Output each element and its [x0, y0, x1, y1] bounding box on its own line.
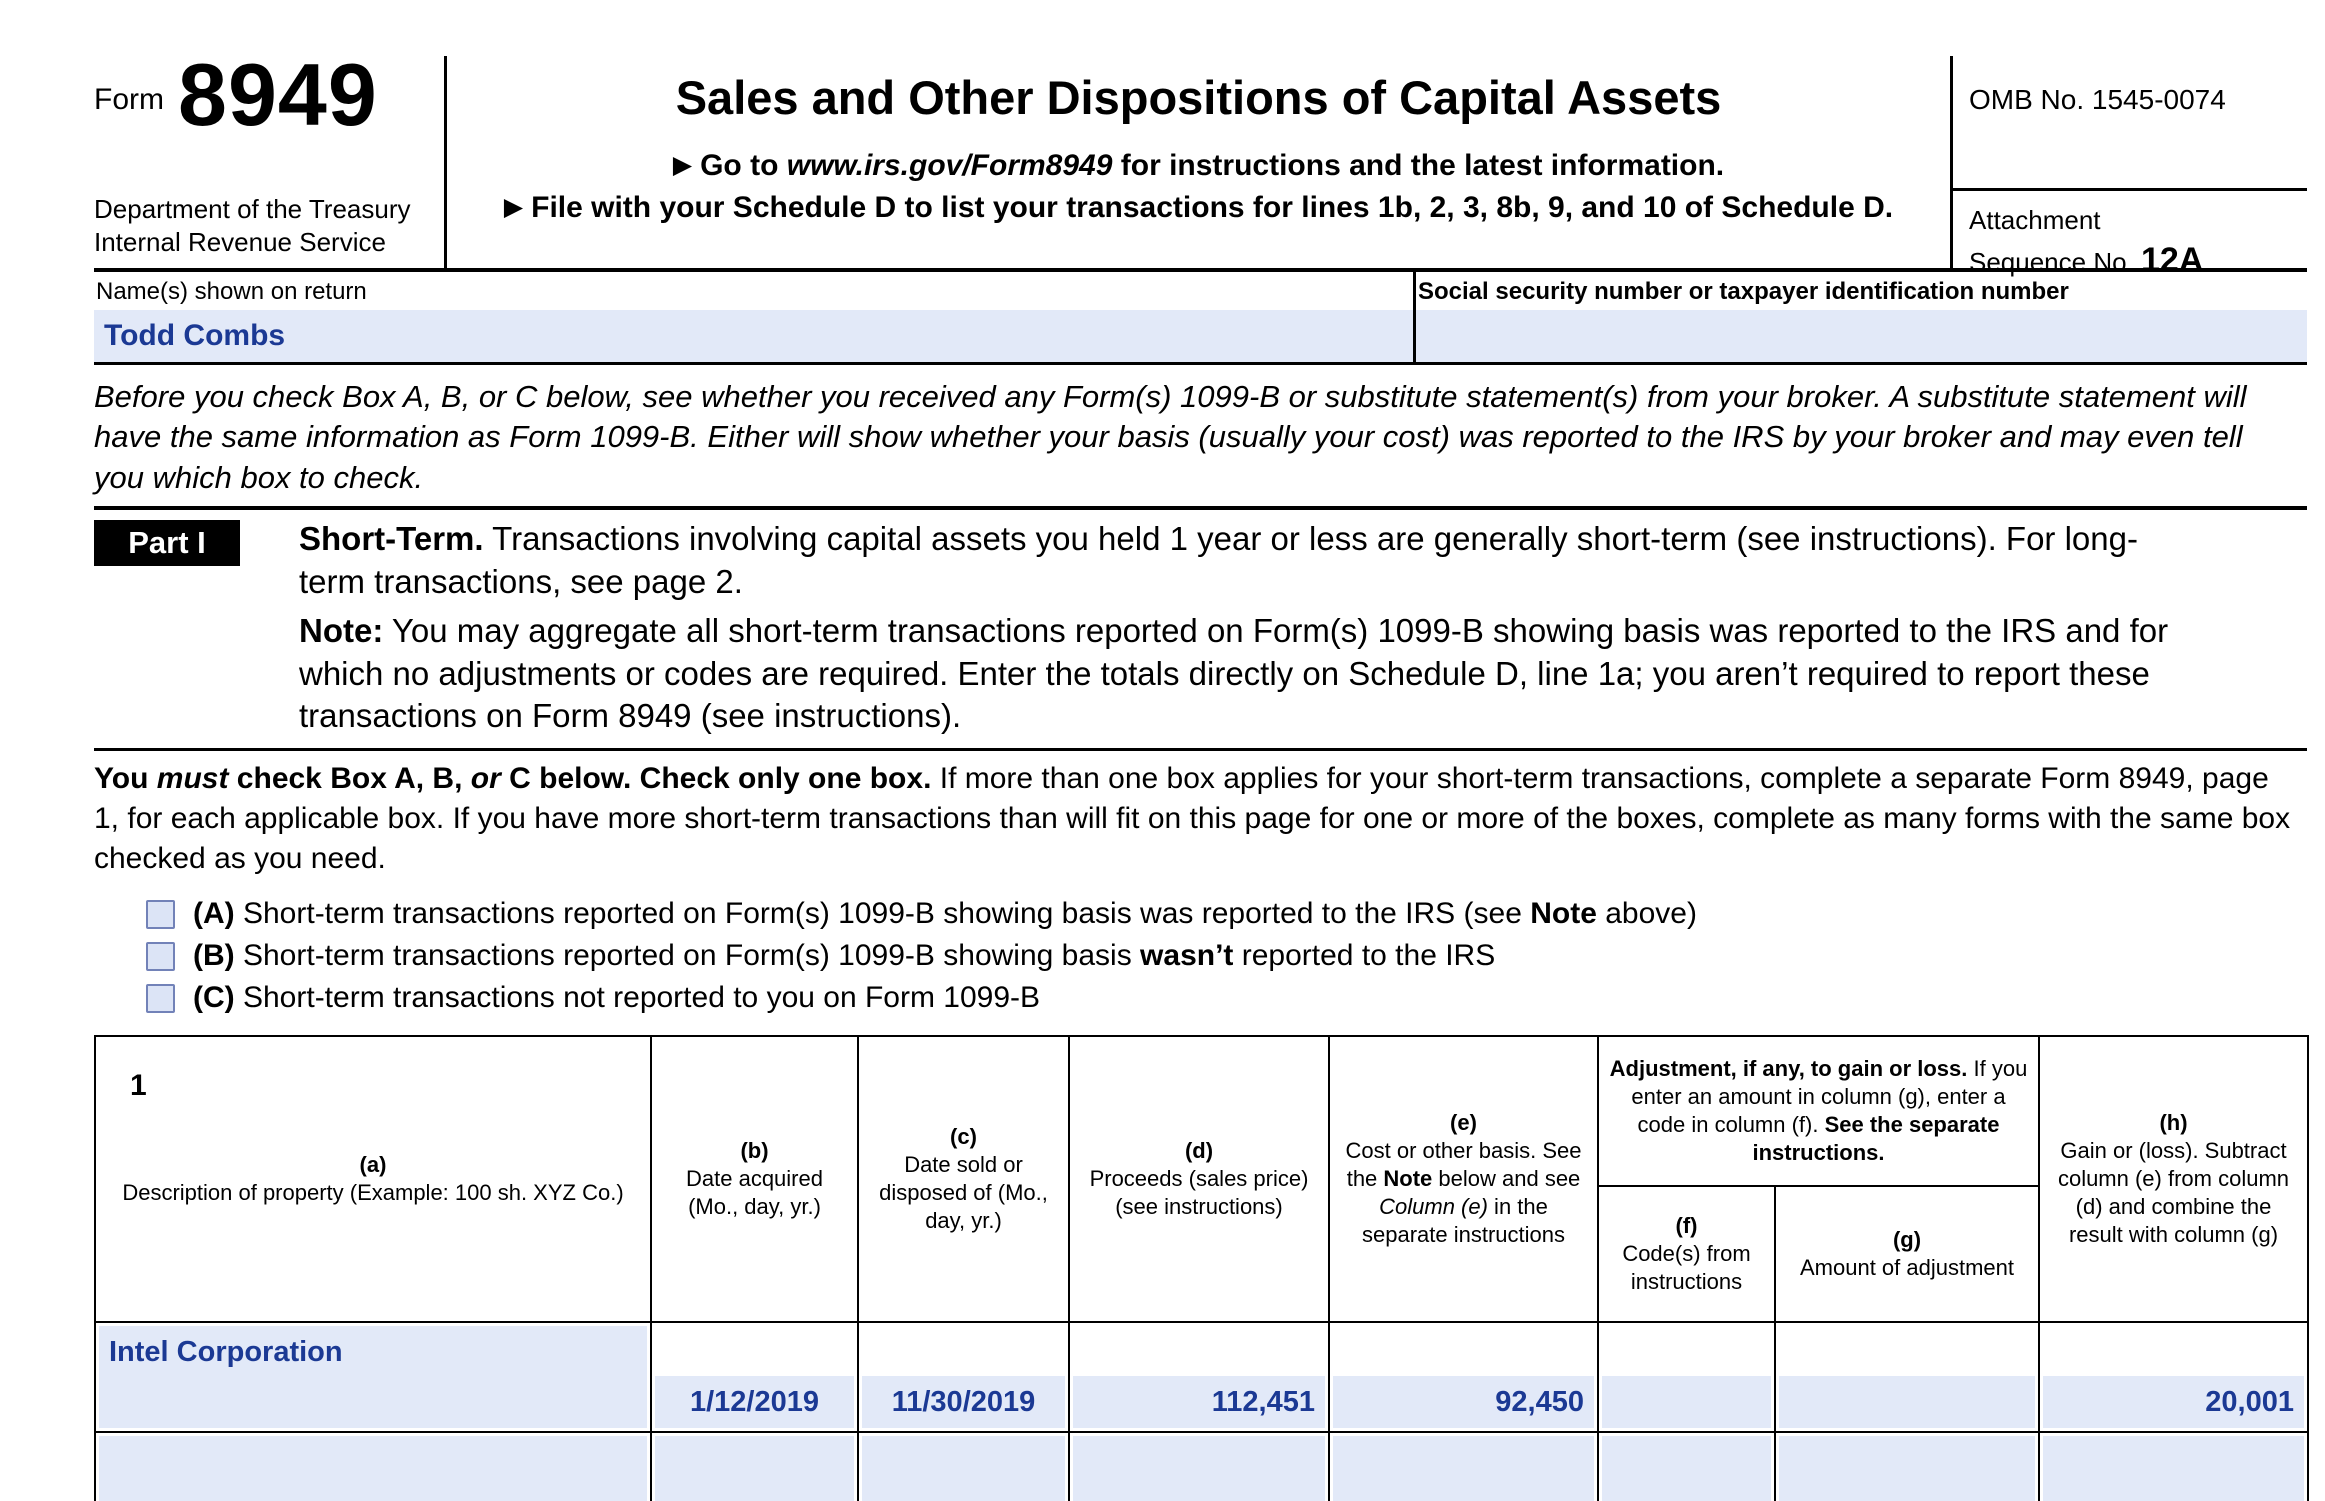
description-field[interactable]: Intel Corporation: [99, 1326, 647, 1428]
empty-gain-loss-field[interactable]: [2043, 1436, 2304, 1501]
col-header-adjustment-amount: (g) Amount of adjustment: [1775, 1186, 2039, 1322]
empty-date-sold-field[interactable]: [862, 1436, 1065, 1501]
ssn-column: [1416, 272, 2307, 362]
checkbox-a[interactable]: [146, 900, 175, 929]
empty-date-acquired-field[interactable]: [655, 1436, 854, 1501]
name-label: Name(s) shown on return: [96, 278, 367, 305]
transaction-row-1: [95, 1322, 2308, 1432]
empty-adjustment-field[interactable]: [1779, 1436, 2035, 1501]
goto-suffix: for instructions and the latest information.: [1112, 149, 1725, 182]
date-acquired-cell: [651, 1432, 858, 1501]
description-cell: [95, 1322, 651, 1432]
proceeds-cell: [1069, 1432, 1329, 1501]
agency-line-2: Internal Revenue Service: [94, 226, 386, 257]
omb-number: OMB No. 1545-0074: [1969, 84, 2226, 115]
form-number: 8949: [178, 45, 378, 144]
cost-basis-cell: [1329, 1432, 1598, 1501]
checkbox-c-label: (C) Short-term transactions not reported to you on Form 1099-B: [193, 981, 1041, 1015]
checkbox-a-label: (A) Short-term transactions reported on Form(s) 1099-B showing basis was reported to the IRS (see Note above): [193, 897, 1697, 931]
code-cell: [1598, 1432, 1775, 1501]
col-header-adjustment: Adjustment, if any, to gain or loss. If you enter an amount in column (g), enter a code in column (f). See the separate instructions.: [1598, 1036, 2039, 1186]
transactions-table: [94, 1035, 2309, 1501]
page-title: Sales and Other Dispositions of Capital Assets: [675, 71, 1722, 124]
checkbox-row-a: [94, 897, 2307, 931]
pointer-icon: ▶: [672, 151, 693, 179]
proceeds-field[interactable]: 112,451: [1073, 1376, 1325, 1428]
checkbox-row-c: [94, 981, 2307, 1015]
description-cell: [95, 1432, 651, 1501]
col-header-description: 1 (a) Description of property (Example: 100 sh. XYZ Co.): [95, 1036, 651, 1322]
form-title-block: [447, 56, 1950, 268]
cost-basis-field[interactable]: 92,450: [1333, 1376, 1594, 1428]
code-field[interactable]: [1602, 1376, 1771, 1428]
omb-block: [1950, 56, 2307, 280]
goto-instruction: [447, 149, 1950, 183]
checkbox-c[interactable]: [146, 984, 175, 1013]
pointer-icon: ▶: [503, 193, 524, 221]
goto-prefix: Go to: [700, 149, 787, 182]
check-box-instructions: You must check Box A, B, or C below. Check only one box. If more than one box applies for your short-term transactions, complete a separate Form 8949, page 1, for each applicable box. If you have more short-term transactions than will fit on this page for one or more of the boxes, complete as many forms with the same box checked as you need.: [94, 762, 2291, 876]
gain-loss-cell: [2039, 1432, 2308, 1501]
irs-url-link[interactable]: www.irs.gov/Form8949: [786, 149, 1113, 182]
date-sold-field[interactable]: 11/30/2019: [862, 1376, 1065, 1428]
checkbox-b-label: (B) Short-term transactions reported on Form(s) 1099-B showing basis wasn’t reported to the IRS: [193, 939, 1496, 973]
sequence-number: 12A: [2141, 241, 2204, 280]
transaction-row-2-empty: [95, 1432, 2308, 1501]
col-header-cost-basis: (e) Cost or other basis. See the Note below and see Column (e) in the separate instructions: [1329, 1036, 1598, 1322]
name-field[interactable]: Todd Combs: [94, 310, 1413, 362]
empty-description-field[interactable]: [99, 1436, 647, 1501]
checkbox-b[interactable]: [146, 942, 175, 971]
cost-basis-cell: [1329, 1322, 1598, 1432]
empty-proceeds-field[interactable]: [1073, 1436, 1325, 1501]
aggregate-note: Note: You may aggregate all short-term transactions reported on Form(s) 1099-B showing basis was reported to the IRS and for which no adjustments or codes are required. Enter the totals directly on Schedule D, line 1a; you aren’t required to report these transactions on Form 8949 (see instructions).: [299, 611, 2169, 735]
adjustment-cell: [1775, 1432, 2039, 1501]
form-number-line: [94, 45, 432, 144]
broker-statement-note: Before you check Box A, B, or C below, see whether you received any Form(s) 1099-B or substitute statement(s) from your broker. A substitute statement will have the same information as Form 1099-B. Either will show whether your basis (usually your cost) was reported to the IRS by your broker and may even tell you which box to check.: [94, 365, 2307, 510]
attachment-label: Attachment: [1969, 205, 2101, 235]
name-column: [94, 272, 1416, 362]
ssn-label: Social security number or taxpayer identification number: [1418, 278, 2069, 305]
agency-line-1: Department of the Treasury: [94, 194, 411, 224]
checkbox-group: [94, 881, 2307, 1027]
sequence-label: Sequence No.: [1969, 247, 2142, 278]
col-header-code: (f) Code(s) from instructions: [1598, 1186, 1775, 1322]
empty-code-field[interactable]: [1602, 1436, 1771, 1501]
part-1-section: [94, 510, 2307, 751]
date-sold-cell: [858, 1322, 1069, 1432]
line-number: 1: [130, 1069, 147, 1103]
col-header-date-acquired: (b) Date acquired (Mo., day, yr.): [651, 1036, 858, 1322]
form-number-block: [94, 45, 447, 268]
date-sold-cell: [858, 1432, 1069, 1501]
gain-loss-cell: [2039, 1322, 2308, 1432]
attachment-sequence: [1953, 188, 2307, 284]
adjustment-field[interactable]: [1779, 1376, 2035, 1428]
ssn-field[interactable]: [1416, 310, 2307, 362]
adjustment-cell: [1775, 1322, 2039, 1432]
checkbox-row-b: [94, 939, 2307, 973]
file-instruction: [447, 191, 1950, 225]
short-term-heading: Short-Term. Transactions involving capital assets you held 1 year or less are generally short-term (see instructions). For long-term transactions, see page 2.: [299, 519, 2138, 600]
col-header-gain-loss: (h) Gain or (loss). Subtract column (e) from column (d) and combine the result with column (g): [2039, 1036, 2308, 1322]
form-header: [94, 45, 2307, 280]
form-word-label: Form: [94, 82, 164, 116]
col-header-proceeds: (d) Proceeds (sales price) (see instructions): [1069, 1036, 1329, 1322]
date-acquired-field[interactable]: 1/12/2019: [655, 1376, 854, 1428]
gain-loss-field[interactable]: 20,001: [2043, 1376, 2304, 1428]
proceeds-cell: [1069, 1322, 1329, 1432]
col-header-date-sold: (c) Date sold or disposed of (Mo., day, yr.): [858, 1036, 1069, 1322]
empty-cost-basis-field[interactable]: [1333, 1436, 1594, 1501]
part-1-text: [299, 518, 2199, 738]
part-1-badge: Part I: [94, 520, 240, 566]
identity-section: [94, 272, 2307, 365]
code-cell: [1598, 1322, 1775, 1432]
file-instruction-text: File with your Schedule D to list your transactions for lines 1b, 2, 3, 8b, 9, and 10 of Schedule D.: [531, 191, 1894, 224]
agency-name: [94, 193, 432, 258]
date-acquired-cell: [651, 1322, 858, 1432]
